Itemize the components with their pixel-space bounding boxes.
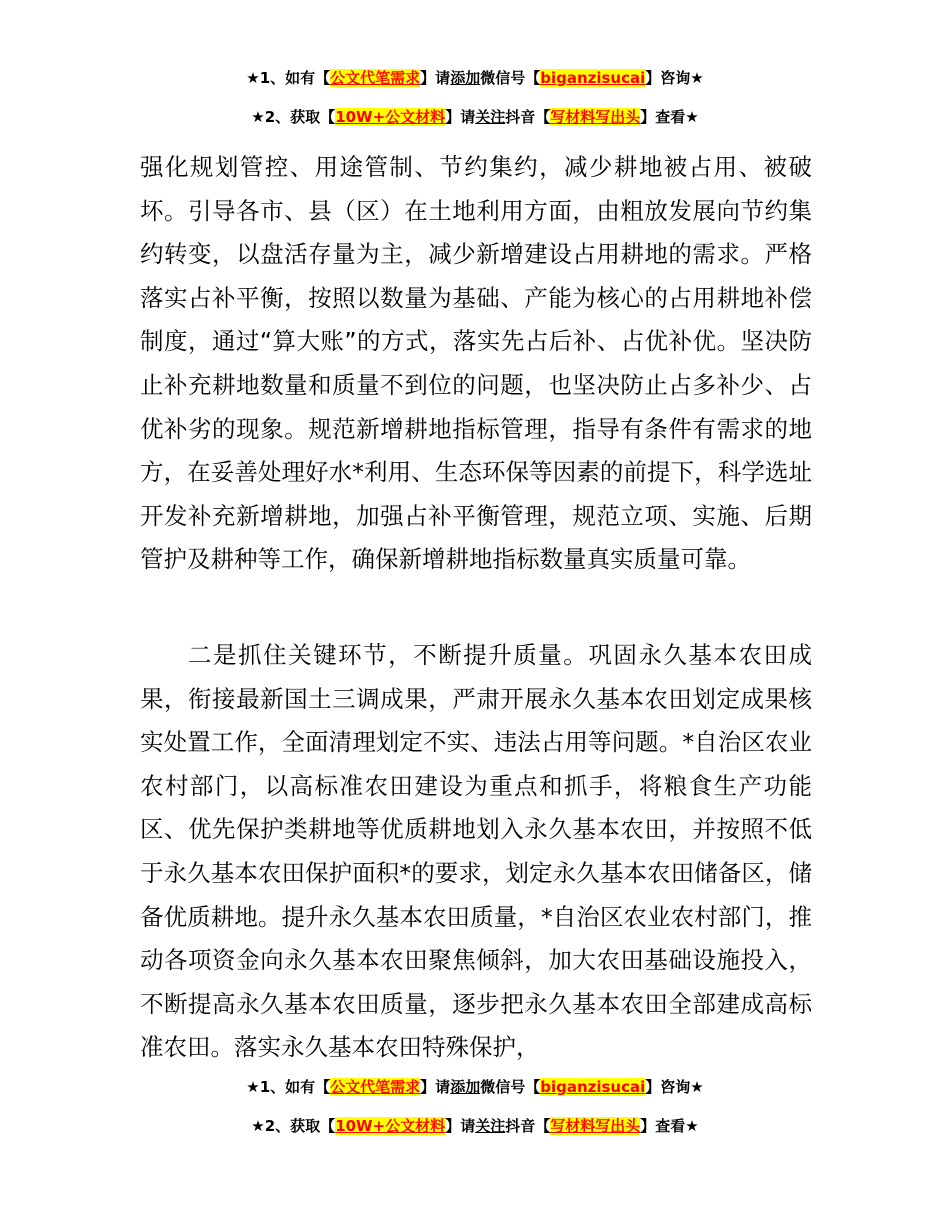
banner-douyin-id: 写材料写出头 <box>550 108 641 126</box>
banner-text: 】请 <box>420 1078 451 1096</box>
banner-emphasis: 关注 <box>475 108 506 126</box>
banner-text: 抖音【 <box>505 1117 551 1135</box>
banner-prefix: ★1、如有【 <box>246 1078 331 1096</box>
banner-text: 微信号【 <box>480 1078 541 1096</box>
banner-emphasis: 添加 <box>450 69 481 87</box>
paragraph-text: 强化规划管控、用途管制、节约集约，减少耕地被占用、被破坏。引导各市、县（区）在土地利用方面，由粗放发展向节约集约转变，以盘活存量为主，减少新增建设占用耕地的需求。严格落实占补平衡，按照以数量为基础、产能为核心的占用耕地补偿制度，通过“算大账”的方式，落实先占后补、占优补优。坚决防止补充耕地数量和质量不到位的问题，也坚决防止占多补少、占优补劣的现象。规范新增耕地指标管理，指导有条件有需求的地方，在妥善处理好水*利用、生态环保等因素的前提下，科学选址开发补充新增耕地，加强占补平衡管理，规范立项、实施、后期管护及耕种等工作，确保新增耕地指标数量真实质量可靠。 <box>140 153 812 574</box>
banner-text: 】请 <box>445 1117 476 1135</box>
banner-prefix: ★1、如有【 <box>246 69 331 87</box>
banner-emphasis: 添加 <box>450 1078 481 1096</box>
banner-douyin-id: 写材料写出头 <box>550 1117 641 1135</box>
banner-prefix: ★2、获取【 <box>251 1117 336 1135</box>
banner-wechat-id: biganzisucai <box>540 69 646 87</box>
banner-wechat-id: biganzisucai <box>540 1078 646 1096</box>
banner-highlight: 公文代笔需求 <box>330 69 421 87</box>
banner-text: 】请 <box>445 108 476 126</box>
banner-emphasis: 关注 <box>475 1117 506 1135</box>
header-banner-line1 <box>0 67 950 89</box>
body-paragraph-1 <box>140 146 812 582</box>
banner-suffix: 】咨询★ <box>645 1078 704 1096</box>
banner-text: 微信号【 <box>480 69 541 87</box>
banner-text: 】请 <box>420 69 451 87</box>
footer-banner-line1 <box>0 1076 950 1098</box>
body-paragraph-2 <box>140 634 812 1070</box>
banner-suffix: 】咨询★ <box>645 69 704 87</box>
footer-banner-line2 <box>0 1115 950 1137</box>
banner-text: 抖音【 <box>505 108 551 126</box>
banner-highlight: 10W+公文材料 <box>335 1117 446 1135</box>
header-banner-line2 <box>0 106 950 128</box>
banner-highlight: 公文代笔需求 <box>330 1078 421 1096</box>
banner-suffix: 】查看★ <box>640 1117 699 1135</box>
banner-highlight: 10W+公文材料 <box>335 108 446 126</box>
paragraph-text: 二是抓住关键环节，不断提升质量。巩固永久基本农田成果，衔接最新国土三调成果，严肃开展永久基本农田划定成果核实处置工作，全面清理划定不实、违法占用等问题。*自治区农业农村部门，以高标准农田建设为重点和抓手，将粮食生产功能区、优先保护类耕地等优质耕地划入永久基本农田，并按照不低于永久基本农田保护面积*的要求，划定永久基本农田储备区，储备优质耕地。提升永久基本农田质量，*自治区农业农村部门，推动各项资金向永久基本农田聚焦倾斜，加大农田基础设施投入，不断提高永久基本农田质量，逐步把永久基本农田全部建成高标准农田。落实永久基本农田特殊保护， <box>140 641 812 1062</box>
banner-suffix: 】查看★ <box>640 108 699 126</box>
banner-prefix: ★2、获取【 <box>251 108 336 126</box>
